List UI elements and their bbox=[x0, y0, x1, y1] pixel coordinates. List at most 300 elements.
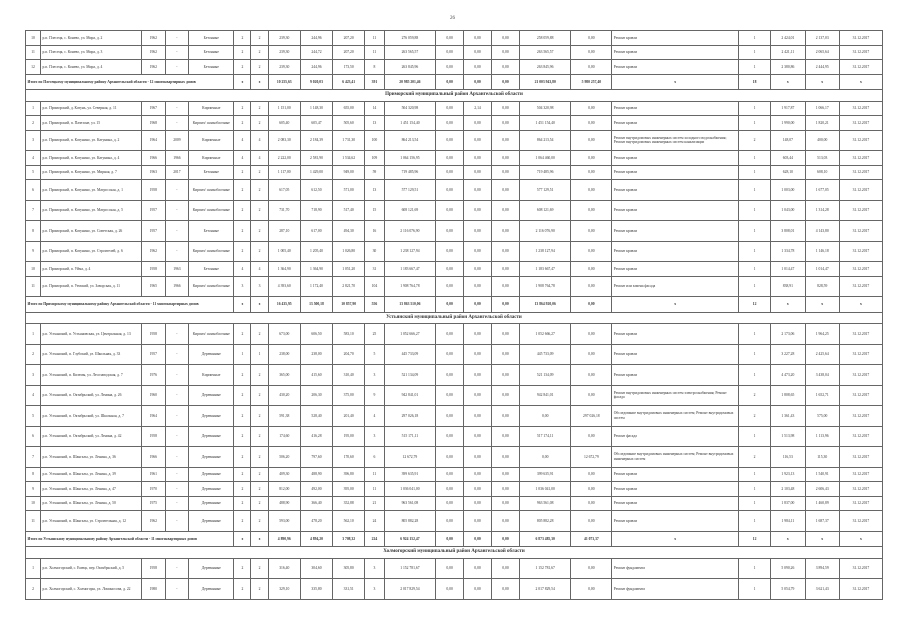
table-cell: 5 bbox=[26, 406, 41, 427]
table-cell: 2 bbox=[251, 221, 268, 242]
table-cell: 1 bbox=[251, 344, 268, 365]
table-cell: 1 146,18 bbox=[805, 241, 839, 262]
table-cell: 1962 bbox=[141, 45, 165, 60]
table-cell: 0,00 bbox=[491, 297, 519, 313]
table-cell: 276 059,88 bbox=[384, 31, 436, 46]
table-cell: 1980 bbox=[141, 579, 165, 600]
table-cell: 31.12.2017 bbox=[839, 365, 882, 386]
table-cell: 0,00 bbox=[571, 467, 612, 482]
table-cell: 1 808,65 bbox=[771, 385, 805, 406]
table-cell: 504 320,98 bbox=[384, 101, 436, 116]
table-cell: 1 bbox=[738, 165, 770, 180]
table-cell: 1967 bbox=[141, 101, 165, 116]
table-cell: х bbox=[251, 531, 268, 547]
table-cell: 5 090,26 bbox=[771, 558, 805, 579]
table-cell: 5 054,79 bbox=[771, 579, 805, 600]
table-cell: Ремонт кровли bbox=[612, 165, 739, 180]
table-cell: 263 845,96 bbox=[519, 60, 571, 75]
table-row bbox=[26, 511, 883, 532]
table-cell: р.п. Приморский, п. Катунино, ул. Матросская, д. 1 bbox=[41, 180, 142, 201]
table-cell: 577 129,51 bbox=[384, 180, 436, 201]
table-cell: - bbox=[165, 31, 189, 46]
table-cell: 0,00 bbox=[464, 221, 492, 242]
table-cell: 0,00 bbox=[436, 116, 464, 131]
table-cell: 11 bbox=[365, 467, 384, 482]
table-cell: 571,00 bbox=[333, 180, 365, 201]
total-label: Итого по Плесецкому муниципальному району Архангельской области - 12 многоквартирных домов bbox=[26, 74, 234, 90]
table-cell: 335,80 bbox=[300, 579, 332, 600]
table-cell: 1 652,71 bbox=[805, 385, 839, 406]
table-cell: р.п. Устьянский, п. Глубокий, ул. Школьная, д. 33 bbox=[41, 344, 142, 365]
table-cell: 521 134,09 bbox=[519, 365, 571, 386]
table-cell: х bbox=[251, 74, 268, 90]
table-cell: Кирпич/ шлакоблочные bbox=[189, 200, 234, 221]
table-row bbox=[26, 344, 883, 365]
housing-repair-table bbox=[25, 30, 883, 600]
table-cell: 173,50 bbox=[333, 60, 365, 75]
table-cell: 0,00 bbox=[436, 180, 464, 201]
table-cell: 4 bbox=[26, 385, 41, 406]
table-cell: 31.12.2017 bbox=[839, 447, 882, 468]
table-cell: Деревянные bbox=[189, 385, 234, 406]
table-cell: 31.12.2017 bbox=[839, 558, 882, 579]
table-cell: 21 bbox=[365, 496, 384, 511]
table-cell: 0,00 bbox=[491, 262, 519, 277]
table-cell: 1 bbox=[738, 344, 770, 365]
table-cell: 445 733,09 bbox=[384, 344, 436, 365]
table-cell: 1 731,30 bbox=[333, 130, 365, 151]
table-cell: 0,00 bbox=[436, 151, 464, 166]
table-row bbox=[26, 262, 883, 277]
table-cell: 1 bbox=[738, 241, 770, 262]
table-cell: 0,00 bbox=[571, 221, 612, 242]
table-cell: 1975 bbox=[141, 496, 165, 511]
table-cell: 1 151,00 bbox=[268, 101, 300, 116]
table-cell: 0,00 bbox=[491, 45, 519, 60]
table-cell: 1 334,78 bbox=[771, 241, 805, 262]
table-cell: Ремонт кровли bbox=[612, 241, 739, 262]
table-cell: 0,00 bbox=[571, 60, 612, 75]
table-cell: 812,00 bbox=[268, 482, 300, 497]
table-cell: 1 148,30 bbox=[300, 101, 332, 116]
table-cell: 0,00 bbox=[436, 297, 464, 313]
table-cell: 0,00 bbox=[464, 45, 492, 60]
table-cell: 11 bbox=[26, 511, 41, 532]
table-cell: 0,00 bbox=[464, 60, 492, 75]
table-cell: 1964 bbox=[141, 130, 165, 151]
table-cell: 1 bbox=[26, 101, 41, 116]
table-cell: - bbox=[165, 426, 189, 447]
table-cell: 0,00 bbox=[464, 74, 492, 90]
table-cell: 2 581,90 bbox=[300, 151, 332, 166]
table-cell: 478,20 bbox=[300, 511, 332, 532]
table-cell: 316,40 bbox=[268, 558, 300, 579]
table-cell: 0,00 bbox=[436, 447, 464, 468]
table-cell: 207,20 bbox=[333, 31, 365, 46]
table-cell: 1958 bbox=[141, 558, 165, 579]
table-cell: - bbox=[165, 45, 189, 60]
table-cell: 0,00 bbox=[436, 365, 464, 386]
table-cell: 2 017 829,54 bbox=[519, 579, 571, 600]
table-cell: 2 bbox=[234, 447, 251, 468]
table-cell: 1 bbox=[738, 276, 770, 297]
table-cell: х bbox=[805, 297, 839, 313]
table-cell: 1966 bbox=[141, 447, 165, 468]
table-cell: 31.12.2017 bbox=[839, 45, 882, 60]
table-cell: 10 255,63 bbox=[268, 74, 300, 90]
table-cell: - bbox=[165, 180, 189, 201]
table-cell: 1963 bbox=[141, 165, 165, 180]
table-cell: 2 380,86 bbox=[771, 60, 805, 75]
table-cell: Ремонт внутридомовых инженерных систем электроснабжения; Ремонт фасада bbox=[612, 385, 739, 406]
table-cell: 31.12.2017 bbox=[839, 385, 882, 406]
table-cell: 2 425,64 bbox=[805, 344, 839, 365]
table-cell: 0,00 bbox=[491, 74, 519, 90]
table-cell: 195,00 bbox=[333, 426, 365, 447]
table-cell: 263 565,57 bbox=[384, 45, 436, 60]
table-cell: 13 bbox=[365, 180, 384, 201]
table-cell: 1966 bbox=[141, 151, 165, 166]
table-cell: 396,80 bbox=[333, 467, 365, 482]
table-cell: 963 561,08 bbox=[384, 496, 436, 511]
table-cell: 2 606,43 bbox=[805, 482, 839, 497]
table-cell: 0,00 bbox=[464, 426, 492, 447]
table-cell: 3 bbox=[365, 579, 384, 600]
table-cell: 2 bbox=[234, 116, 251, 131]
table-cell: 3 bbox=[365, 426, 384, 447]
table-cell: 399 635,91 bbox=[384, 467, 436, 482]
table-cell: 1 052 666,27 bbox=[384, 324, 436, 345]
table-cell: 0,00 bbox=[436, 31, 464, 46]
table-cell: 5 bbox=[26, 165, 41, 180]
table-cell: 1 bbox=[738, 101, 770, 116]
table-cell: 16 bbox=[365, 221, 384, 242]
table-cell: 673,00 bbox=[268, 324, 300, 345]
section-header bbox=[26, 90, 883, 102]
table-cell: Деревянные bbox=[189, 426, 234, 447]
table-cell: 0,00 bbox=[571, 262, 612, 277]
table-cell: 5 980 257,40 bbox=[571, 74, 612, 90]
table-cell: 3 227,28 bbox=[771, 344, 805, 365]
table-cell: - bbox=[165, 406, 189, 427]
table-cell: Кирпич/ шлакоблочные bbox=[189, 324, 234, 345]
table-cell: 4 890,96 bbox=[268, 531, 300, 547]
table-cell: 575,00 bbox=[805, 406, 839, 427]
table-cell: 445 733,09 bbox=[519, 344, 571, 365]
table-cell: 352,88 bbox=[333, 496, 365, 511]
table-cell: Ремонт кровли bbox=[612, 482, 739, 497]
table-cell: Кирпич/ шлакоблочные bbox=[189, 180, 234, 201]
table-cell: 504 320,98 bbox=[519, 101, 571, 116]
table-cell: 1 014,47 bbox=[805, 262, 839, 277]
table-cell: р.п. Плесецк, с. Конево, ул. Мира, д. 4 bbox=[41, 60, 142, 75]
table-cell: 2,14 bbox=[464, 101, 492, 116]
table-cell: 0,00 bbox=[436, 511, 464, 532]
table-cell: - bbox=[165, 365, 189, 386]
table-cell: 528,40 bbox=[300, 406, 332, 427]
table-cell: р.п. Приморский, п. Катунино, ул. Строителей, д. 6 bbox=[41, 241, 142, 262]
table-cell: 1 361,43 bbox=[771, 406, 805, 427]
table-cell: 617,00 bbox=[300, 221, 332, 242]
table-row bbox=[26, 324, 883, 345]
table-cell: 0,00 bbox=[436, 241, 464, 262]
table-cell: р.п. Устьянский, п. Шангалы, ул. Ленина, д. 39 bbox=[41, 467, 142, 482]
table-cell: 0,00 bbox=[491, 406, 519, 427]
table-cell: 31.12.2017 bbox=[839, 101, 882, 116]
table-cell: 0,00 bbox=[464, 116, 492, 131]
table-cell: 719 485,96 bbox=[384, 165, 436, 180]
table-cell: 12 bbox=[26, 60, 41, 75]
table-cell: 31.12.2017 bbox=[839, 151, 882, 166]
table-cell: 0,00 bbox=[464, 385, 492, 406]
table-cell: 1961 bbox=[141, 467, 165, 482]
table-cell: 0,00 bbox=[491, 60, 519, 75]
table-cell: 1966 bbox=[165, 151, 189, 166]
table-cell: 1 117,00 bbox=[268, 165, 300, 180]
table-cell: 0,00 bbox=[436, 45, 464, 60]
table-cell: 605,40 bbox=[268, 116, 300, 131]
table-cell: 31.12.2017 bbox=[839, 496, 882, 511]
table-cell: 9 bbox=[26, 241, 41, 262]
table-cell: 2 bbox=[26, 116, 41, 131]
table-cell: 963 561,08 bbox=[519, 496, 571, 511]
table-cell: 0,00 bbox=[464, 531, 492, 547]
table-cell: 1 429,00 bbox=[300, 165, 332, 180]
table-row bbox=[26, 60, 883, 75]
table-cell: р.п. Приморский, п. Катунино, ул. Мирная, д. 7 bbox=[41, 165, 142, 180]
table-cell: 0,00 bbox=[491, 558, 519, 579]
table-cell: 2 bbox=[251, 165, 268, 180]
table-cell: 617,05 bbox=[268, 180, 300, 201]
table-cell: 0,00 bbox=[571, 297, 612, 313]
table-cell: Бетонные bbox=[189, 221, 234, 242]
table-cell: 1 bbox=[738, 200, 770, 221]
table-cell: 6 423,41 bbox=[333, 74, 365, 90]
table-cell: 1 bbox=[738, 221, 770, 242]
table-cell: 1968 bbox=[141, 116, 165, 131]
table-cell: 400,00 bbox=[805, 130, 839, 151]
table-cell: 612,50 bbox=[300, 180, 332, 201]
table-cell: 0,00 bbox=[436, 558, 464, 579]
table-cell: 2 083,30 bbox=[268, 130, 300, 151]
table-cell: 506,20 bbox=[268, 447, 300, 468]
table-cell: 0,00 bbox=[464, 165, 492, 180]
table-cell: Бетонные bbox=[189, 45, 234, 60]
table-cell: 556 bbox=[365, 297, 384, 313]
table-cell: 4 bbox=[365, 406, 384, 427]
table-cell: 1963 bbox=[165, 262, 189, 277]
table-cell: 310,40 bbox=[333, 365, 365, 386]
table-cell: 1 923,13 bbox=[771, 467, 805, 482]
table-cell: х bbox=[251, 297, 268, 313]
table-cell: 1 bbox=[738, 60, 770, 75]
table-cell: Ремонт кровли bbox=[612, 60, 739, 75]
table-cell: 31.12.2017 bbox=[839, 221, 882, 242]
table-cell: Обследование внутридомовых инженерных систем; Ремонт внутридомовых систем bbox=[612, 406, 739, 427]
table-cell: 2 bbox=[234, 45, 251, 60]
table-cell: 1957 bbox=[141, 200, 165, 221]
table-cell: 805 882,28 bbox=[384, 511, 436, 532]
table-cell: 1 064 156,95 bbox=[384, 151, 436, 166]
table-cell: 13 bbox=[365, 116, 384, 131]
table-cell: 1 043,00 bbox=[771, 200, 805, 221]
table-cell: 31.12.2017 bbox=[839, 200, 882, 221]
table-cell: 1 152 781,67 bbox=[384, 558, 436, 579]
table-cell: 2 bbox=[26, 344, 41, 365]
table-cell: 6 924 152,47 bbox=[384, 531, 436, 547]
table-cell: 1966 bbox=[165, 276, 189, 297]
table-cell: 1970 bbox=[141, 482, 165, 497]
table-cell: 31.12.2017 bbox=[839, 426, 882, 447]
table-cell: 1 036 041,00 bbox=[384, 482, 436, 497]
table-cell: 4 bbox=[26, 151, 41, 166]
table-cell: - bbox=[165, 482, 189, 497]
table-cell: х bbox=[839, 531, 882, 547]
table-cell: 4 473,20 bbox=[771, 365, 805, 386]
table-cell: - bbox=[165, 511, 189, 532]
table-cell: 1 bbox=[234, 344, 251, 365]
table-cell: - bbox=[165, 579, 189, 600]
table-cell: х bbox=[771, 297, 805, 313]
table-cell: 2 bbox=[251, 558, 268, 579]
table-cell: 0,00 bbox=[491, 511, 519, 532]
table-cell: 0,00 bbox=[491, 385, 519, 406]
table-cell: Бетонные bbox=[189, 165, 234, 180]
table-cell: 2 bbox=[234, 165, 251, 180]
table-cell: 41 073,37 bbox=[571, 531, 612, 547]
table-cell: х bbox=[612, 74, 739, 90]
table-cell: 0,00 bbox=[464, 180, 492, 201]
table-cell: - bbox=[165, 344, 189, 365]
table-cell: 0,00 bbox=[464, 406, 492, 427]
table-cell: 0,00 bbox=[436, 385, 464, 406]
table-cell: 0,00 bbox=[571, 241, 612, 262]
table-cell: 304,60 bbox=[300, 558, 332, 579]
table-cell: 375,00 bbox=[333, 385, 365, 406]
table-cell: 244,96 bbox=[300, 60, 332, 75]
table-cell: х bbox=[234, 74, 251, 90]
table-cell: 415,60 bbox=[300, 365, 332, 386]
table-row bbox=[26, 467, 883, 482]
table-cell: 3 bbox=[365, 558, 384, 579]
table-cell: 0,00 bbox=[436, 200, 464, 221]
table-cell: Ремонт кровли bbox=[612, 200, 739, 221]
table-row bbox=[26, 101, 883, 116]
table-cell: 0,00 bbox=[464, 344, 492, 365]
table-cell: 517 174,11 bbox=[519, 426, 571, 447]
table-cell: 1 014,47 bbox=[771, 262, 805, 277]
table-cell: 2 222,00 bbox=[268, 151, 300, 166]
table-cell: 805 882,28 bbox=[519, 511, 571, 532]
table-cell: 2 bbox=[234, 482, 251, 497]
table-cell: 0,00 bbox=[436, 130, 464, 151]
table-cell: 8 bbox=[365, 60, 384, 75]
table-cell: 1 005,40 bbox=[268, 241, 300, 262]
table-cell: 2 bbox=[234, 558, 251, 579]
table-cell: 287,10 bbox=[268, 221, 300, 242]
table-cell: 0,00 bbox=[436, 74, 464, 90]
table-cell: 12 bbox=[738, 297, 770, 313]
table-cell: Кирпичные bbox=[189, 130, 234, 151]
table-cell: 6 873 485,30 bbox=[519, 531, 571, 547]
table-cell: 1 152 781,67 bbox=[519, 558, 571, 579]
table-cell: 18 bbox=[738, 74, 770, 90]
table-cell: 513,03 bbox=[805, 151, 839, 166]
table-cell: Ремонт кровли bbox=[612, 151, 739, 166]
table-row bbox=[26, 558, 883, 579]
table-cell: 2 bbox=[251, 180, 268, 201]
table-cell: 0,00 bbox=[491, 31, 519, 46]
table-cell: 2 bbox=[234, 200, 251, 221]
table-cell: Ремонт кровли bbox=[612, 221, 739, 242]
table-cell: 1 364,90 bbox=[268, 262, 300, 277]
table-row bbox=[26, 406, 883, 427]
table-cell: 3 bbox=[251, 276, 268, 297]
table-cell: 0,00 bbox=[491, 241, 519, 262]
table-cell: 31.12.2017 bbox=[839, 241, 882, 262]
table-cell: х bbox=[612, 297, 739, 313]
table-cell: 6 bbox=[26, 426, 41, 447]
table-cell: 2 bbox=[234, 221, 251, 242]
register-table bbox=[25, 30, 883, 600]
table-cell: 2 bbox=[234, 467, 251, 482]
table-cell: 1 540,91 bbox=[805, 467, 839, 482]
table-cell: 10 bbox=[26, 31, 41, 46]
table-cell: 1964 bbox=[141, 406, 165, 427]
table-cell: 148,07 bbox=[771, 130, 805, 151]
table-cell: 488,90 bbox=[300, 467, 332, 482]
table-cell: 2 bbox=[251, 511, 268, 532]
table-cell: 0,00 bbox=[491, 180, 519, 201]
table-cell: 1 908 764,78 bbox=[519, 276, 571, 297]
table-cell: 204,70 bbox=[333, 344, 365, 365]
table-cell: 0,00 bbox=[491, 276, 519, 297]
table-row bbox=[26, 31, 883, 46]
table-cell: 838,91 bbox=[771, 276, 805, 297]
table-cell: 4 894,20 bbox=[300, 531, 332, 547]
table-cell: 1 917,87 bbox=[771, 101, 805, 116]
table-cell: 1 026,80 bbox=[333, 241, 365, 262]
table-cell: р.п. Приморский, п. Уйма, д. 4 bbox=[41, 262, 142, 277]
table-cell: 1 bbox=[738, 180, 770, 201]
table-cell: 0,00 bbox=[436, 324, 464, 345]
table-cell: 31.12.2017 bbox=[839, 165, 882, 180]
table-cell: 0,00 bbox=[464, 31, 492, 46]
table-row bbox=[26, 221, 883, 242]
table-cell: 0,00 bbox=[571, 200, 612, 221]
total-label: Итого по Устьянскому муниципальному району Архангельской области - 11 многоквартирных домов bbox=[26, 531, 234, 547]
table-cell: - bbox=[165, 467, 189, 482]
table-cell: 0,00 bbox=[436, 344, 464, 365]
table-cell: 7 bbox=[26, 447, 41, 468]
table-cell: 263 565,57 bbox=[519, 45, 571, 60]
table-cell: 1 990,00 bbox=[771, 116, 805, 131]
table-cell: Ремонт кровли bbox=[612, 180, 739, 201]
table-cell: 0,00 bbox=[491, 467, 519, 482]
table-cell: 591,38 bbox=[268, 406, 300, 427]
table-row bbox=[26, 447, 883, 468]
table-cell: 1 314,28 bbox=[805, 200, 839, 221]
table-cell: - bbox=[165, 60, 189, 75]
table-cell: 0,00 bbox=[464, 447, 492, 468]
table-cell: 239,30 bbox=[268, 31, 300, 46]
table-cell: 1 003,00 bbox=[771, 180, 805, 201]
table-cell: 2 bbox=[234, 324, 251, 345]
table-cell: 2 bbox=[234, 180, 251, 201]
table-cell: 0,00 bbox=[571, 511, 612, 532]
table-cell: 2 116 076,90 bbox=[519, 221, 571, 242]
table-cell: - bbox=[165, 558, 189, 579]
